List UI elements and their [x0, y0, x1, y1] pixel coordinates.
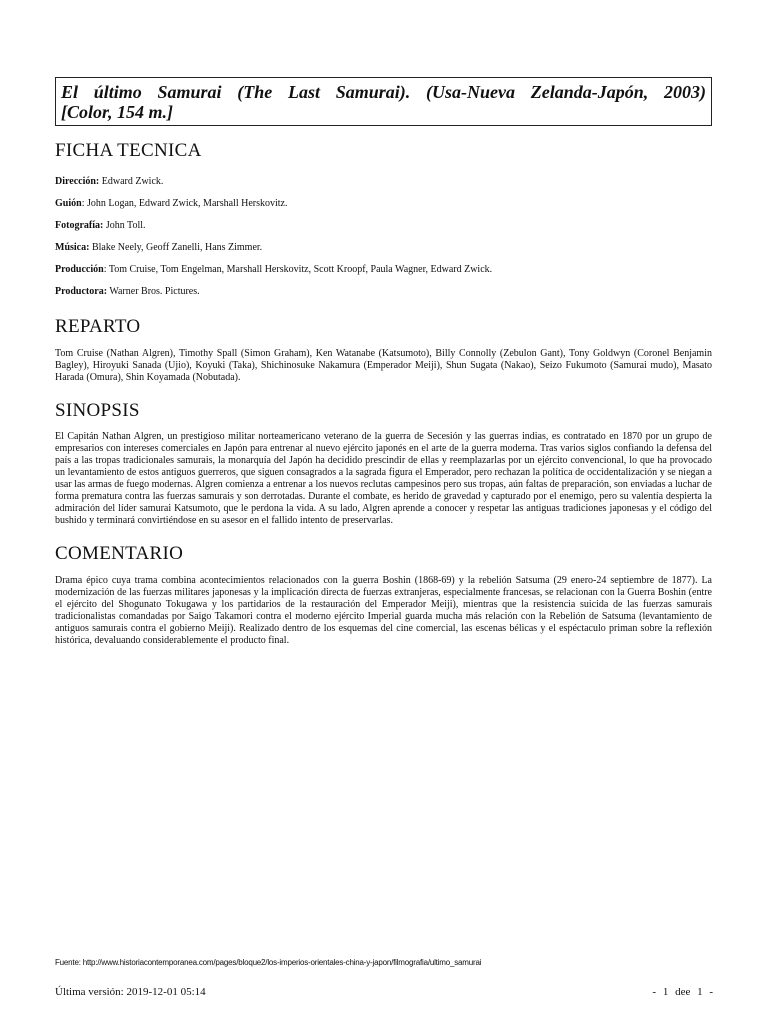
field-produccion [55, 264, 712, 276]
field-musica [55, 242, 712, 254]
field-productora [55, 286, 712, 298]
comentario-heading: COMENTARIO [55, 543, 184, 564]
field-value: John Toll. [103, 220, 146, 231]
sinopsis-text: El Capitán Nathan Algren, un prestigioso militar norteamericano veterano de la guerra de Secesión y las guerras indias, es contratado en 1870 por un grupo de empresarios con intereses comerciales en Japón para entrenar al nuevo ejército japonés en el arte de la guerra moderna. Tras varios siglos confiando la defensa del país a las tropas tradicionales samurais, la monarquía del Japón ha decidido prescindir de ellas y reemplazarlas por un ejército convencional, lo que ha provocado un levantamiento de estos antiguos guerreros, que siguen consagrados a la sagrada figura el Emperador, pero rechazan la política de occidentalización y se niegan a usar las armas de fuego modernas. Algren comienza a entrenar a los nuevos reclutas campesinos pero sus tropas, aún faltas de preparación, son enviadas a luchar de forma prematura contra las fuerzas samurais y son derrotadas. Durante el combate, es herido de gravedad y capturado por el enemigo, pero su valentía despierta la admiración del líder samurai Katsumoto, que le perdona la vida. A su lado, Algren aprende a conocer y respetar las antiguas tradiciones japonesas y el código del bushido y terminará convirtiéndose en su asesor en el fallido intento de preservarlas. [55, 431, 712, 526]
field-label: Producción [55, 264, 104, 275]
field-value: Warner Bros. Pictures. [107, 286, 200, 297]
document-page [55, 77, 712, 647]
field-fotografia [55, 220, 712, 232]
film-title-box [55, 77, 712, 126]
reparto-heading: REPARTO [55, 316, 141, 337]
sinopsis-heading: SINOPSIS [55, 400, 140, 421]
comentario-text: Drama épico cuya trama combina acontecimientos relacionados con la guerra Boshin (1868-69) y la rebelión Satsuma (29 enero-24 septiembre de 1877). La modernización de las fuerzas militares japonesas y la implicación directa de fuerzas extranjeras, especialmente francesas, se relacionan con la Guerra Boshin (entre el ejército del Shogunato Tokugawa y los partidarios de la restauración del Emperador Meiji), mientras que la resistencia suicida de las fuerzas samurais tradicionalistas comandadas por Saigo Takamori contra el moderno ejército Imperial guarda mucha más relación con la Rebelión de Satsuma (levantamiento de antiguos samurais contra el gobierno Meiji). Realizado dentro de los esquemas del cine comercial, las escenas bélicas y el espéctaculo priman sobre la reflexión histórica, devaluando considerablemente el producto final. [55, 575, 712, 646]
reparto-text: Tom Cruise (Nathan Algren), Timothy Spall (Simon Graham), Ken Watanabe (Katsumoto), Billy Connolly (Zebulon Gant), Tony Goldwyn (Coronel Benjamin Bagley), Hiroyuki Sanada (Ujio), Koyuki (Taka), Shichinosuke Nakamura (Emperador Meiji), Shun Sugata (Nakao), Seizo Fukumoto (Samurai mudo), Masato Harada (Omura), Shin Koyamada (Nobutada). [55, 348, 712, 383]
last-version-date: Última versión: 2019-12-01 05:14 [55, 986, 206, 998]
field-label: Fotografía: [55, 220, 104, 231]
field-label: Guión [55, 198, 82, 209]
field-guion [55, 198, 712, 210]
field-label: Productora: [55, 286, 108, 297]
source-url: Fuente: http://www.historiacontemporanea.com/pages/bloque2/los-imperios-orientales-china-y-japon/filmografia/ultimo_samurai [55, 958, 482, 967]
field-value: Edward Zwick. [99, 176, 164, 187]
ficha-tecnica-heading: FICHA TECNICA [55, 140, 202, 161]
field-label: Música: [55, 242, 90, 253]
film-title-details: [Color, 154 m.] [61, 102, 174, 122]
field-value: : John Logan, Edward Zwick, Marshall Herskovitz. [81, 198, 288, 209]
field-value: : Tom Cruise, Tom Engelman, Marshall Herskovitz, Scott Kroopf, Paula Wagner, Edward Zwick. [103, 264, 493, 275]
field-label: Dirección: [55, 176, 100, 187]
film-title: El último Samurai (The Last Samurai). (Usa-Nueva Zelanda-Japón, 2003) [61, 82, 706, 102]
page-number: - 1 dee 1 - [652, 986, 713, 998]
field-value: Blake Neely, Geoff Zanelli, Hans Zimmer. [89, 242, 263, 253]
field-direccion [55, 176, 712, 188]
